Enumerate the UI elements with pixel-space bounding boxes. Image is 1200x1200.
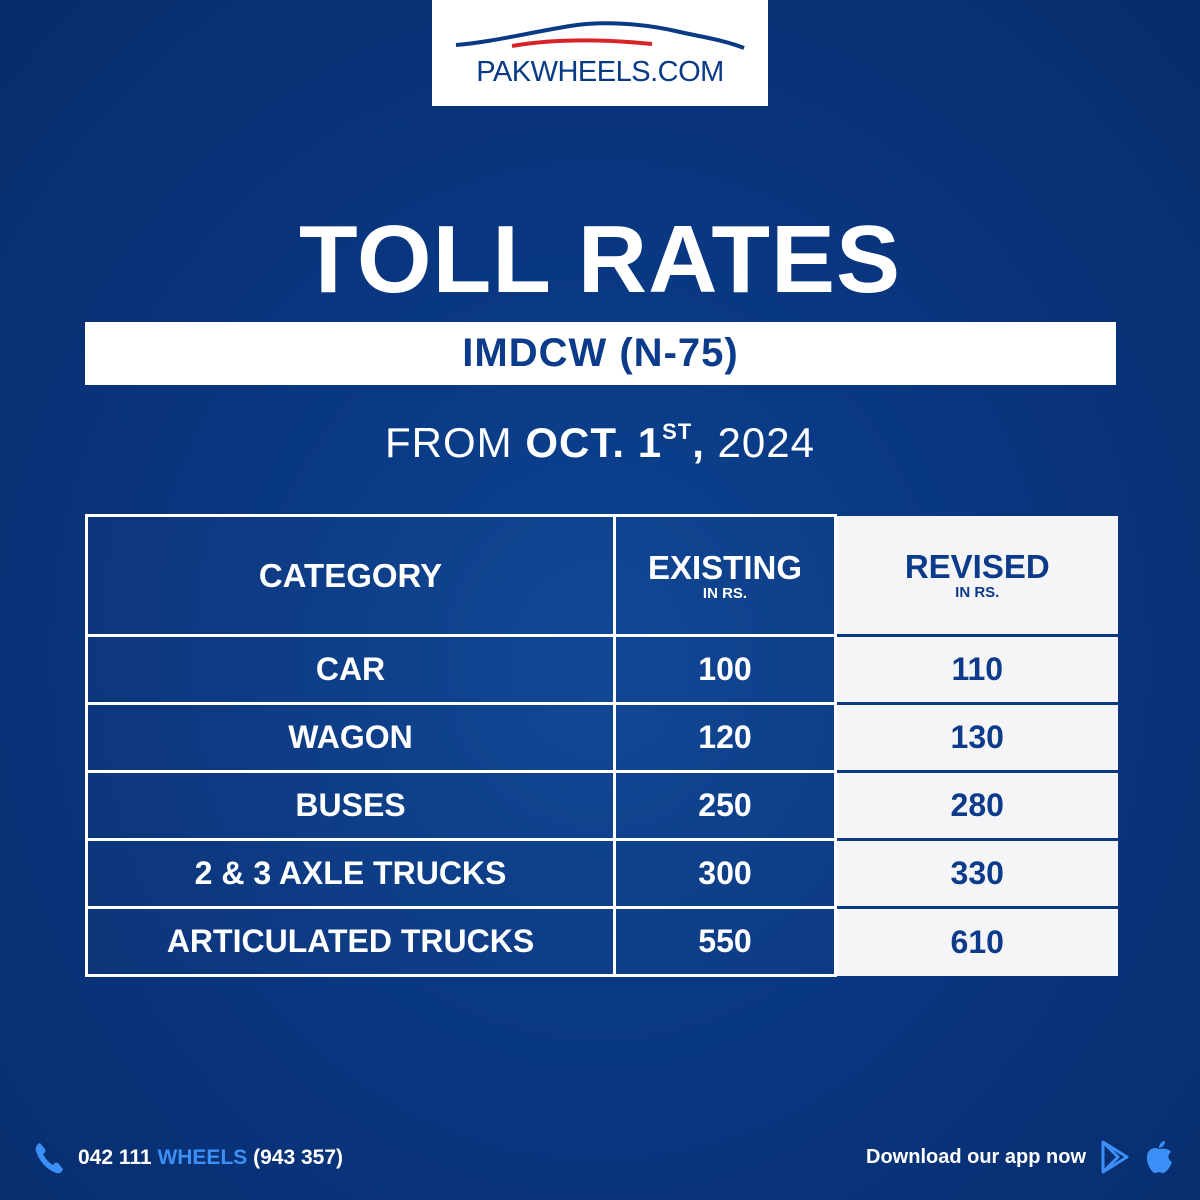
row-revised: 280 [836,772,1118,840]
row-revised: 610 [836,908,1118,976]
phone-word: WHEELS [157,1146,248,1169]
route-name: IMDCW (N-75) [462,331,739,375]
app-download [866,1136,1174,1178]
row-revised: 130 [836,704,1118,772]
app-download-text: Download our app now [866,1145,1086,1168]
subtitle-band [85,322,1116,385]
logo-wordmark: PAKWHEELS.COM [476,56,724,88]
contact-phone[interactable] [34,1138,343,1178]
row-existing: 550 [615,908,836,976]
row-revised: 330 [836,840,1118,908]
table-header-row [87,516,1118,636]
row-category: 2 & 3 AXLE TRUCKS [87,840,615,908]
header-revised-label: REVISED [904,547,1050,585]
header-revised-unit: IN RS. [955,583,1000,601]
header-category: CATEGORY [87,516,615,636]
table-row [87,908,1118,976]
row-revised: 110 [836,636,1118,704]
page-title: TOLL RATES [298,206,902,313]
row-existing: 100 [615,636,836,704]
row-category: ARTICULATED TRUCKS [87,908,615,976]
row-category: WAGON [87,704,615,772]
row-existing: 300 [615,840,836,908]
date-comma: , [692,419,705,466]
header-existing-unit: IN RS. [702,584,748,602]
table-row [87,636,1118,704]
table-row [87,704,1118,772]
table-row [87,840,1118,908]
row-category: CAR [87,636,615,704]
date-prefix: FROM [385,419,513,466]
date-year: 2024 [717,419,815,466]
effective-date [0,406,1200,469]
row-existing: 120 [615,704,836,772]
row-existing: 250 [615,772,836,840]
phone-prefix: 042 111 [78,1146,152,1169]
header-existing-label: EXISTING [647,548,803,586]
phone-digits: (943 357) [253,1146,344,1169]
date-month-day: OCT. 1 [525,419,663,466]
header-revised [836,516,1118,636]
apple-icon[interactable] [1144,1139,1174,1175]
row-category: BUSES [87,772,615,840]
car-silhouette-icon [452,18,748,58]
phone-text [78,1146,343,1170]
toll-rates-table [85,514,1118,977]
brand-logo [432,0,768,106]
phone-icon [34,1141,64,1175]
table-row [87,772,1118,840]
date-ordinal: ST [662,419,693,444]
header-existing [615,516,836,636]
play-store-icon[interactable] [1100,1140,1130,1174]
